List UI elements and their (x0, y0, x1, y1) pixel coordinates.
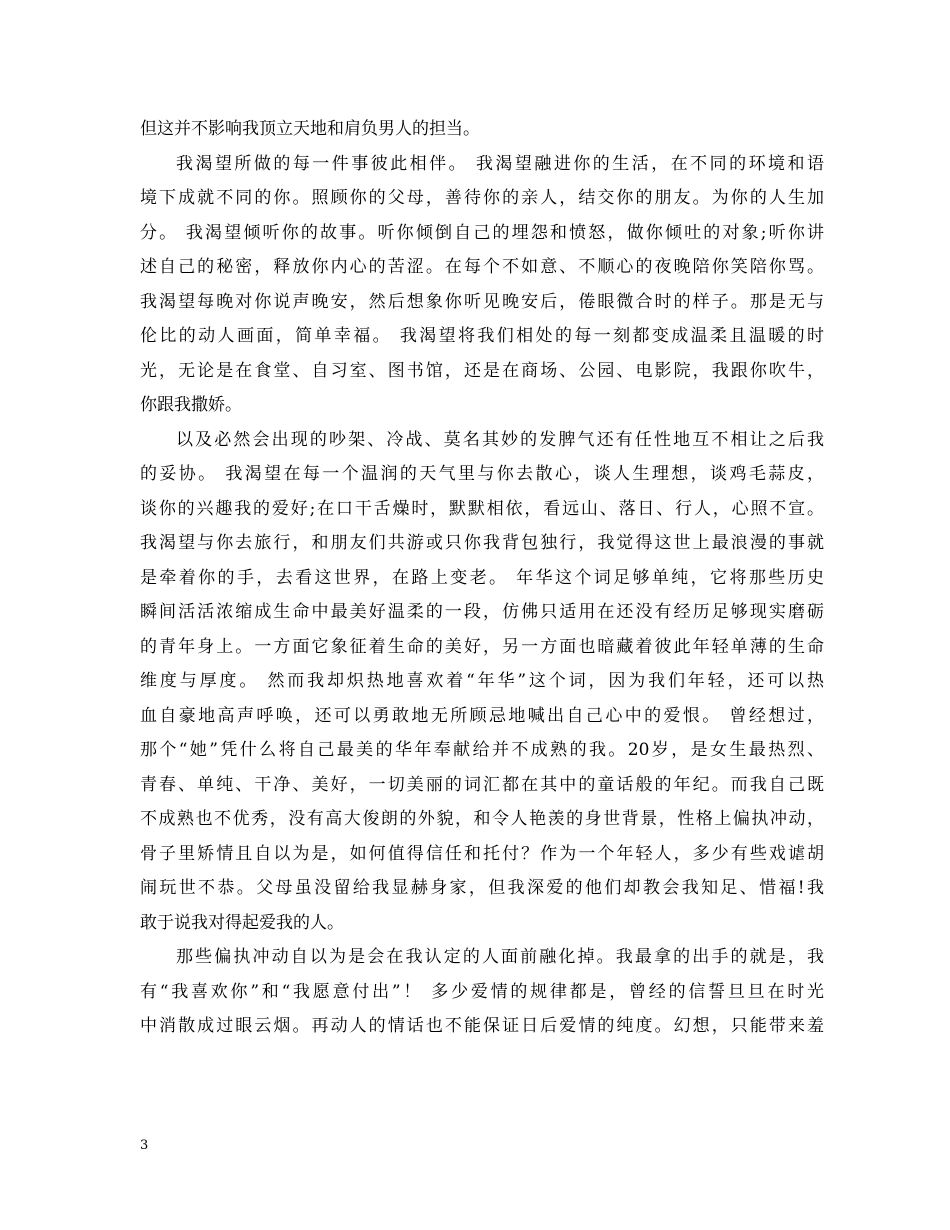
text-line: 那些偏执冲动自以为是会在我认定的人面前融化掉。我最拿的出手的就是，我 (176, 947, 824, 967)
text-line: 瞬间活活浓缩成生命中最美好温柔的一段，仿佛只适用在还没有经历足够现实磨砺 (140, 602, 824, 622)
text-line: 我渴望所做的每一件事彼此相伴。 我渴望融进你的生活，在不同的环境和语 (176, 153, 824, 174)
text-line: 是牵着你的手，去看这世界，在路上变老。 年华这个词足够单纯，它将那些历史 (140, 567, 824, 588)
body-text (140, 112, 824, 1044)
text-line: 中消散成过眼云烟。再动人的情话也不能保证日后爱情的纯度。幻想，只能带来羞 (140, 1016, 824, 1036)
text-line: 的妥协。 我渴望在每一个温润的天气里与你去散心，谈人生理想，谈鸡毛蒜皮， (140, 464, 824, 484)
page-number: 3 (140, 1138, 149, 1153)
text-line: 维度与厚度。 然而我却炽热地喜欢着“年华”这个词，因为我们年轻，还可以热 (140, 671, 824, 691)
text-line: 血自豪地高声呼唤，还可以勇敢地无所顾忌地喊出自己心中的爱恨。 曾经想过， (140, 705, 824, 726)
text-line: 光，无论是在食堂、自习室、图书馆，还是在商场、公园、电影院，我跟你吹牛， (140, 360, 824, 381)
text-line: 分。 我渴望倾听你的故事。听你倾倒自己的埋怨和愤怒，做你倾吐的对象;听你讲 (140, 222, 824, 243)
text-line: 以及必然会出现的吵架、冷战、莫名其妙的发脾气还有任性地互不相让之后我 (176, 429, 824, 450)
text-line: 你跟我撒娇。 (140, 395, 242, 415)
text-line: 闹玩世不恭。父母虽没留给我显赫身家，但我深爱的他们却教会我知足、惜福!我 (140, 878, 824, 898)
text-line: 有“我喜欢你”和“我愿意付出”！ 多少爱情的规律都是，曾经的信誓旦旦在时光 (140, 981, 824, 1002)
text-line: 但这并不影响我顶立天地和肩负男人的担当。 (140, 119, 480, 139)
text-line: 敢于说我对得起爱我的人。 (140, 912, 344, 933)
text-line: 我渴望每晚对你说声晚安，然后想象你听见晚安后，倦眼微合时的样子。那是无与 (140, 291, 824, 312)
text-line: 那个“她”凭什么将自己最美的华年奉献给并不成熟的我。20岁，是女生最热烈、 (140, 740, 824, 760)
text-line: 境下成就不同的你。照顾你的父母，善待你的亲人，结交你的朋友。为你的人生加 (140, 188, 824, 208)
text-line: 的青年身上。一方面它象征着生命的美好，另一方面也暗藏着彼此年轻单薄的生命 (140, 636, 824, 657)
text-line: 青春、单纯、干净、美好，一切美丽的词汇都在其中的童话般的年纪。而我自己既 (140, 774, 824, 795)
text-line: 谈你的兴趣我的爱好;在口干舌燥时，默默相依，看远山、落日、行人，心照不宣。 (140, 498, 824, 519)
text-line: 述自己的秘密，释放你内心的苦涩。在每个不如意、不顺心的夜晚陪你笑陪你骂。 (140, 257, 824, 277)
text-line: 我渴望与你去旅行，和朋友们共游或只你我背包独行，我觉得这世上最浪漫的事就 (140, 533, 824, 553)
text-line: 不成熟也不优秀，没有高大俊朗的外貌，和令人艳羡的身世背景，性格上偏执冲动， (140, 809, 824, 829)
text-line: 骨子里矫情且自以为是，如何值得信任和托付？作为一个年轻人，多少有些戏谑胡 (140, 843, 824, 864)
text-line: 伦比的动人画面，简单幸福。 我渴望将我们相处的每一刻都变成温柔且温暖的时 (140, 326, 824, 346)
